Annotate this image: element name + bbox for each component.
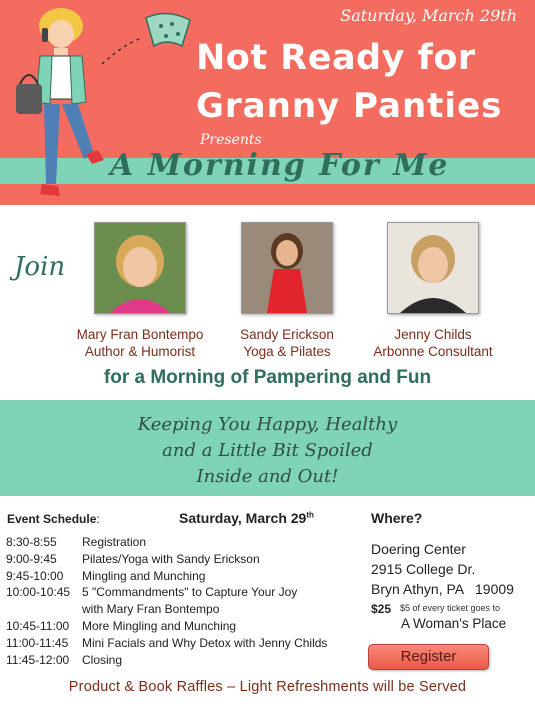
schedule-heading: Event Schedule: — [7, 512, 100, 526]
ticket-price: $25 — [371, 602, 392, 616]
event-date-header: Saturday, March 29th — [340, 6, 517, 25]
address-line: 2915 College Dr. — [371, 561, 476, 577]
schedule-date: Saturday, March 29th — [179, 510, 314, 526]
speaker-card — [353, 222, 513, 360]
speaker-photo — [241, 222, 333, 314]
schedule-list — [6, 534, 327, 668]
slogan-line: and a Little Bit Spoiled — [162, 440, 373, 461]
beneficiary: A Woman's Place — [401, 616, 507, 631]
schedule-row: with Mary Fran Bontempo — [82, 602, 220, 617]
address-line: Doering Center — [371, 541, 466, 557]
schedule-row: 11:00-11:45 Mini Facials and Why Detox with Jenny Childs — [6, 635, 328, 650]
schedule-row: 10:45-11:00 More Mingling and Munching — [6, 618, 237, 633]
register-button[interactable]: Register — [368, 644, 489, 670]
speaker-card — [207, 222, 367, 360]
schedule-row: 10:00-10:45 5 "Commandments" to Capture Your Joy — [6, 585, 298, 600]
speaker-name: Jenny Childs — [394, 327, 472, 342]
footer-note: Product & Book Raffles – Light Refreshments will be Served — [68, 679, 467, 695]
join-label: Join — [14, 252, 66, 282]
address-line: Bryn Athyn, PA 19009 — [371, 581, 514, 597]
schedule-row: 8:30-8:55 Registration — [6, 535, 147, 549]
speaker-photo — [387, 222, 479, 314]
slogan-line: Inside and Out! — [196, 466, 339, 487]
title-line-1: Not Ready for — [196, 38, 476, 78]
speaker-role: Yoga & Pilates — [243, 344, 331, 359]
tagline: for a Morning of Pampering and Fun — [103, 367, 432, 388]
slogan-banner — [0, 400, 535, 496]
title-line-2: Granny Panties — [196, 86, 503, 126]
slogan-line: Keeping You Happy, Healthy — [137, 414, 398, 435]
schedule-row: 9:00-9:45 Pilates/Yoga with Sandy Erickson — [6, 551, 260, 566]
speaker-card — [60, 222, 220, 360]
schedule-row: 9:45-10:00 Mingling and Munching — [6, 568, 206, 583]
speaker-role: Arbonne Consultant — [373, 344, 493, 359]
speaker-role: Author & Humorist — [84, 344, 196, 359]
speaker-name: Mary Fran Bontempo — [76, 327, 204, 342]
price-note: $5 of every ticket goes to — [400, 603, 501, 613]
speaker-photo — [94, 222, 186, 314]
speaker-name: Sandy Erickson — [240, 327, 334, 342]
presents-label: Presents — [200, 132, 262, 148]
schedule-row: 11:45-12:00 Closing — [6, 652, 123, 667]
venue-address — [371, 539, 514, 599]
where-heading: Where? — [371, 510, 423, 526]
event-subtitle: A Morning For Me — [110, 148, 450, 183]
header-banner — [0, 0, 535, 205]
